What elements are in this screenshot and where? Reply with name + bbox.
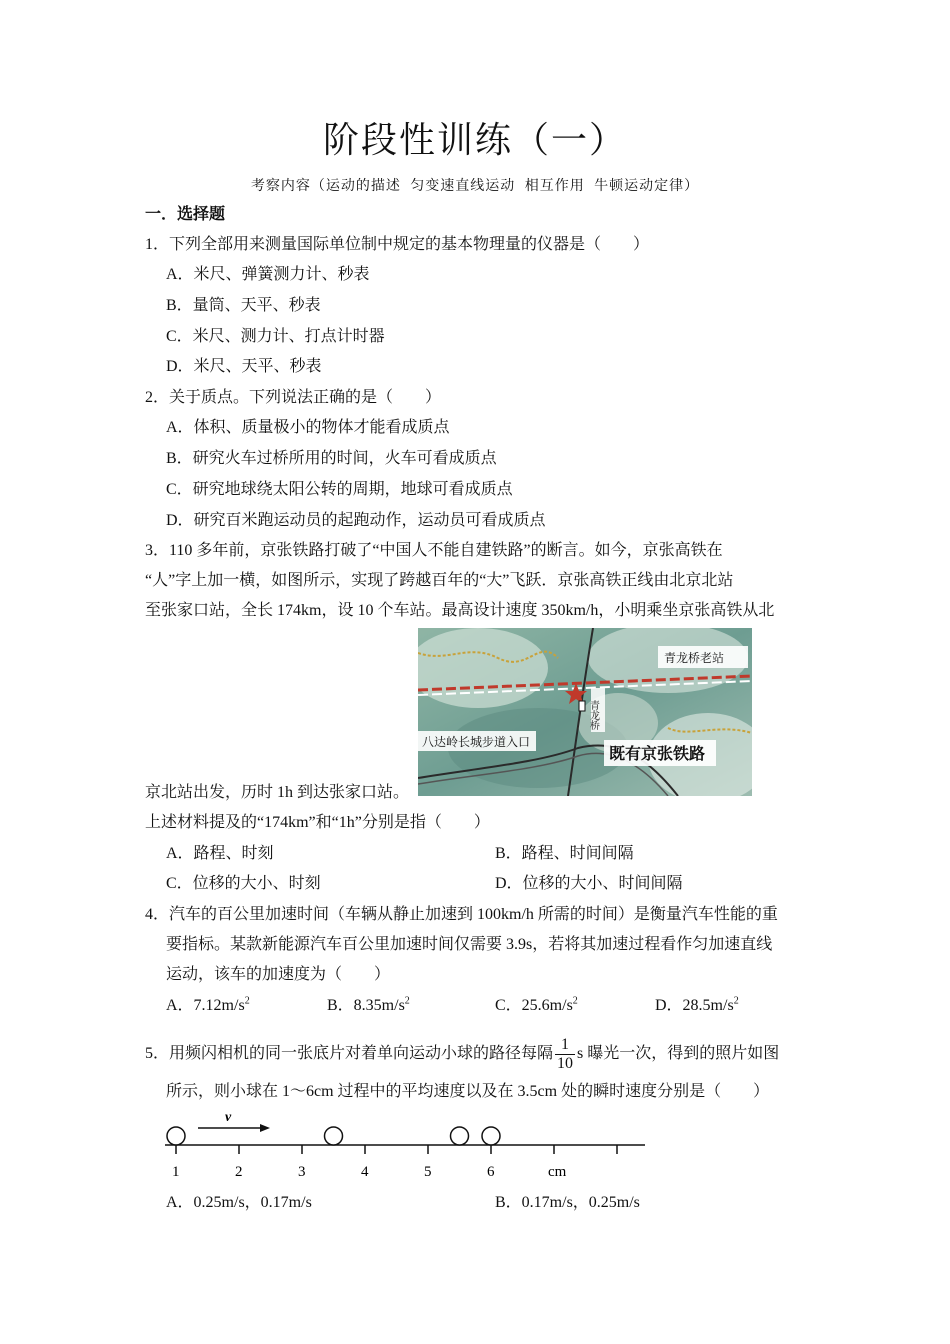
q3-line-1: 3．110 多年前，京张铁路打破了“中国人不能自建铁路”的断言。如今，京张高铁在	[145, 542, 723, 559]
map-label-railway: 既有京张铁路	[609, 744, 706, 763]
q5-line-1: 5．用频闪相机的同一张底片对着单向运动小球的路径每隔 $\frac{1}{10}$ s 曝光一次，得到的照片如图	[145, 1036, 780, 1072]
ball-marker	[482, 1127, 500, 1145]
q3-option-c: C．位移的大小、时刻	[166, 875, 321, 892]
ruler-unit-label: cm	[548, 1164, 567, 1180]
q3-line-2: “人”字上加一横，如图所示，实现了跨越百年的“大”飞跃．京张高铁正线由北京北站	[145, 572, 734, 589]
q2-option-c: C．研究地球绕太阳公转的周期，地球可看成质点	[166, 481, 513, 498]
section-heading: 一．选择题	[145, 206, 226, 223]
q5-fraction: $\frac{1}{10}$	[557, 1036, 574, 1072]
page-subtitle: 考察内容（运动的描述 匀变速直线运动 相互作用 牛顿运动定律）	[250, 178, 700, 194]
q4-option-a: A．$7.12m/s^2$	[166, 995, 250, 1014]
ball-marker	[325, 1127, 343, 1145]
q4-line-3: 运动，该车的加速度为（ ）	[166, 966, 391, 983]
ruler-tick-label: 1	[172, 1164, 180, 1180]
q1-option-a: A．米尺、弹簧测力计、秒表	[166, 266, 370, 283]
map-label-bridge: 青龙桥	[587, 700, 599, 730]
q1-option-c: C．米尺、测力计、打点计时器	[166, 328, 385, 345]
ruler-tick-label: 3	[298, 1164, 306, 1180]
q3-option-b: B．路程、时间间隔	[495, 845, 634, 862]
q2-option-b: B．研究火车过桥所用的时间，火车可看成质点	[166, 450, 497, 467]
velocity-arrowhead-icon	[260, 1124, 270, 1132]
q2-option-a: A．体积、质量极小的物体才能看成质点	[166, 419, 450, 436]
railway-map-image	[418, 628, 752, 796]
ruler-tick-label: 5	[424, 1164, 432, 1180]
strobe-ruler-figure	[160, 1108, 660, 1188]
q1-option-d: D．米尺、天平、秒表	[166, 358, 322, 375]
q2-stem: 2．关于质点。下列说法正确的是（ ）	[145, 389, 442, 406]
velocity-label: v	[225, 1110, 232, 1125]
q4-option-c: C．$25.6m/s^2$	[495, 995, 578, 1014]
q5-option-a: A．0.25m/s，0.17m/s	[166, 1194, 312, 1211]
q1-stem: 1．下列全部用来测量国际单位制中规定的基本物理量的仪器是（ ）	[145, 236, 650, 253]
map-label-station: 青龙桥老站	[664, 651, 725, 665]
q3-line-4: 京北站出发，历时 1h 到达张家口站。	[145, 784, 410, 801]
q2-option-d: D．研究百米跑运动员的起跑动作，运动员可看成质点	[166, 512, 546, 529]
ball-marker	[167, 1127, 185, 1145]
map-label-entrance: 八达岭长城步道入口	[422, 735, 531, 749]
ruler-tick-label: 6	[487, 1164, 495, 1180]
ruler-tick-label: 4	[361, 1164, 369, 1180]
q5-option-b: B．0.17m/s，0.25m/s	[495, 1194, 640, 1211]
page-title: 阶段性训练（一）	[322, 120, 627, 161]
q4-line-2: 要指标。某款新能源汽车百公里加速时间仅需要 3.9s，若将其加速过程看作匀加速直线	[166, 936, 773, 953]
q4-line-1: 4．汽车的百公里加速时间（车辆从静止加速到 100km/h 所需的时间）是衡量汽车性能的重	[145, 906, 778, 923]
q3-option-d: D．位移的大小、时间间隔	[495, 875, 683, 892]
q4-option-b: B．$8.35m/s^2$	[327, 995, 410, 1014]
q5-line-2: 所示，则小球在 1～6cm 过程中的平均速度以及在 3.5cm 处的瞬时速度分别是（ ）	[166, 1083, 770, 1100]
q3-line-5: 上述材料提及的“174km”和“1h”分别是指（ ）	[145, 814, 490, 831]
ruler-tick-label: 2	[235, 1164, 243, 1180]
q3-option-a: A．路程、时刻	[166, 845, 274, 862]
ball-marker	[451, 1127, 469, 1145]
q4-option-d: D．$28.5m/s^2$	[655, 995, 739, 1014]
q1-option-b: B．量筒、天平、秒表	[166, 297, 321, 314]
q3-line-3: 至张家口站，全长 174km，设 10 个车站。最高设计速度 350km/h，小明乘坐京张高铁从北	[145, 602, 775, 619]
